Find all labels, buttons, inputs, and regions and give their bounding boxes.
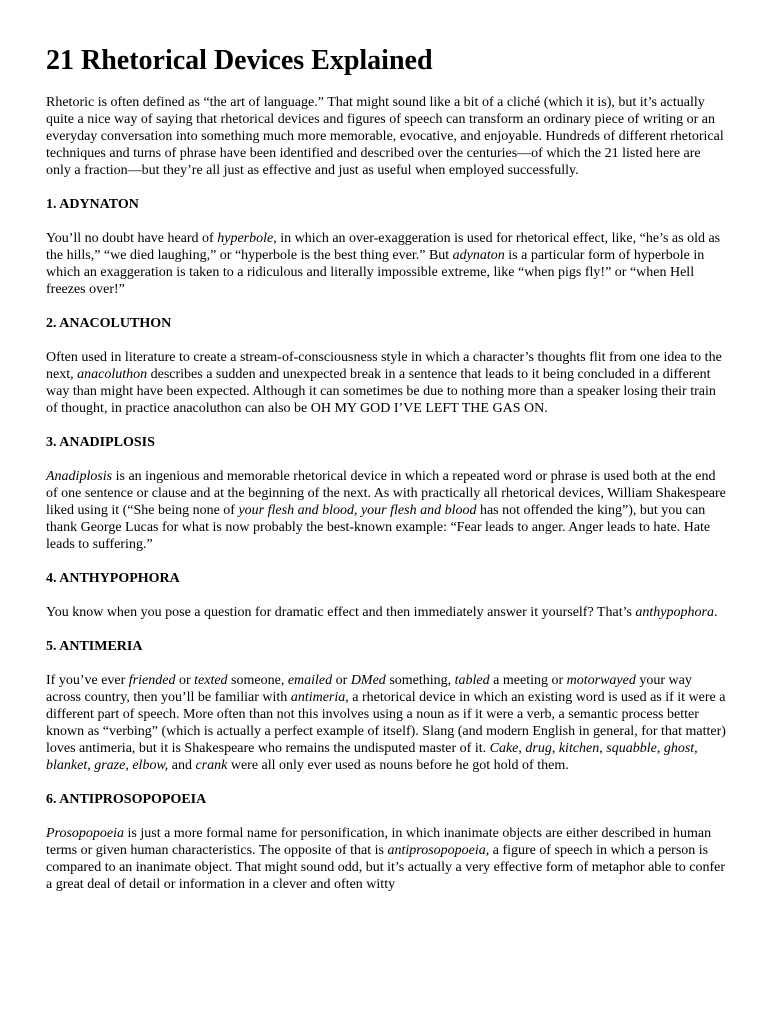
section-paragraph [46, 230, 728, 298]
section-heading: 6. ANTIPROSOPOPOEIA [46, 792, 207, 807]
text-run: or [175, 673, 195, 688]
text-run: , in which an over-exaggeration is used for rhetorical effect, like, “he’s as old as the hills,” “we died laughing,” or “hyperbole is the best thing ever.” But [46, 231, 721, 263]
text-run: and [168, 758, 196, 773]
section-paragraph [46, 604, 728, 621]
text-run: something, [385, 673, 455, 688]
section-paragraph [46, 349, 728, 417]
italic-term: kitchen [558, 741, 600, 756]
italic-term: graze [94, 758, 126, 773]
section [46, 315, 728, 417]
page-title: 21 Rhetorical Devices Explained [46, 45, 433, 76]
text-run: You know when you pose a question for dramatic effect and then immediately answer it yourself? That’s [46, 605, 636, 620]
text-run: is a particular form of hyperbole in which an exaggeration is taken to a ridiculous and literally impossible extreme, like “when pigs fly!” or “when Hell freezes over!” [46, 248, 705, 297]
italic-term: antiprosopopoeia [387, 843, 486, 858]
section [46, 638, 728, 774]
sections-container [46, 196, 728, 893]
italic-term: ghost [663, 741, 695, 756]
italic-term: blanket [46, 758, 88, 773]
text-run: If you’ve ever [46, 673, 129, 688]
italic-term: anacoluthon [77, 367, 148, 382]
italic-term: your flesh and blood [360, 503, 477, 518]
section-paragraph [46, 672, 728, 774]
italic-term: crank [195, 758, 228, 773]
italic-term: anthypophora [635, 605, 714, 620]
section [46, 434, 728, 553]
text-run: a meeting or [489, 673, 567, 688]
section-heading: 4. ANTHYPOPHORA [46, 571, 180, 586]
text-run: or [332, 673, 351, 688]
italic-term: hyperbole [217, 231, 274, 246]
text-run: , [518, 741, 526, 756]
text-run: has not offended the king”), but you can thank George Lucas for what is now probably the best-known example: “Fear leads to anger. Anger leads to hate. Hate leads to suffering.” [46, 503, 711, 552]
italic-term: tabled [454, 673, 490, 688]
text-run: is an ingenious and memorable rhetorical device in which a repeated word or phrase is used both at the end of one sentence or clause and at the beginning of the next. As with practically all rhetorical devices, William Shakespeare liked using it (“She being none of [46, 469, 726, 518]
italic-term: DMed [350, 673, 386, 688]
italic-term: adynaton [452, 248, 505, 263]
italic-term: your flesh and blood [238, 503, 354, 518]
text-run: You’ll no doubt have heard of [46, 231, 218, 246]
italic-term: antimeria [290, 690, 346, 705]
text-run: describes a sudden and unexpected break in a sentence that leads to it being concluded in a different way than might have been expected. Although it can sometimes be due to nothing more than a speaker losing their train of thought, in practice anacoluthon can also be OH MY GOD I’VE LEFT THE GAS ON. [46, 367, 716, 416]
italic-term: motorwayed [566, 673, 636, 688]
text-run: . [713, 605, 718, 620]
text-run: were all only ever used as nouns before he got hold of them. [227, 758, 569, 773]
text-run: someone, [227, 673, 288, 688]
text-run: , [125, 758, 133, 773]
text-run: , [551, 741, 559, 756]
section [46, 570, 728, 621]
section-paragraph [46, 468, 728, 553]
italic-term: Prosopopoeia [46, 826, 125, 841]
intro-paragraph: Rhetoric is often defined as “the art of language.” That might sound like a bit of a cliché (which it is), but it’s actually quite a nice way of saying that rhetorical devices and figures of speech can transform an ordinary piece of writing or an everyday conversation into something much more memorable, evocative, and enjoyable. Hundreds of different rhetorical techniques and turns of phrase have been identified and described over the centuries—of which the 21 listed here are only a fraction—but they’re all just as effective and just as useful when employed successfully. [46, 95, 724, 178]
section-heading: 1. ADYNATON [46, 197, 139, 212]
text-run: , a figure of speech in which a person is compared to an inanimate object. That might sound odd, but it’s actually a very effective form of metaphor able to confer a great deal of detail or information in a clever and often witty [46, 843, 726, 892]
italic-term: texted [194, 673, 228, 688]
italic-term: emailed [287, 673, 333, 688]
section [46, 791, 728, 893]
section-heading: 2. ANACOLUTHON [46, 316, 172, 331]
text-run: your way across country, then you’ll be familiar with [46, 673, 692, 705]
text-run: , [694, 741, 698, 756]
text-run: , [353, 503, 361, 518]
italic-term: Cake [489, 741, 519, 756]
text-run: , a rhetorical device in which an existing word is used as if it were a different part of speech. More often than not this involves using a noun as if it were a verb, a semantic process better known as “verbing” (which is actually a perfect example of itself). Slang (and modern English in general, for that matter) loves antimeria, but it is Shakespeare who remains the undisputed master of it. [46, 690, 726, 756]
section [46, 196, 728, 298]
section-paragraph [46, 825, 728, 893]
text-run: , [87, 758, 95, 773]
italic-term: friended [128, 673, 176, 688]
italic-term: squabble [606, 741, 657, 756]
italic-term: drug [525, 741, 552, 756]
text-run: is just a more formal name for personification, in which inanimate objects are either described in human terms or given human characteristics. The opposite of that is [46, 826, 712, 858]
italic-term: Anadiplosis [46, 469, 113, 484]
text-run: Often used in literature to create a stream-of-consciousness style in which a character’s thoughts flit from one idea to the next, [46, 350, 722, 382]
section-heading: 3. ANADIPLOSIS [46, 435, 155, 450]
text-run: , [599, 741, 607, 756]
text-run: , [656, 741, 664, 756]
section-heading: 5. ANTIMERIA [46, 639, 143, 654]
italic-term: elbow, [132, 758, 169, 773]
